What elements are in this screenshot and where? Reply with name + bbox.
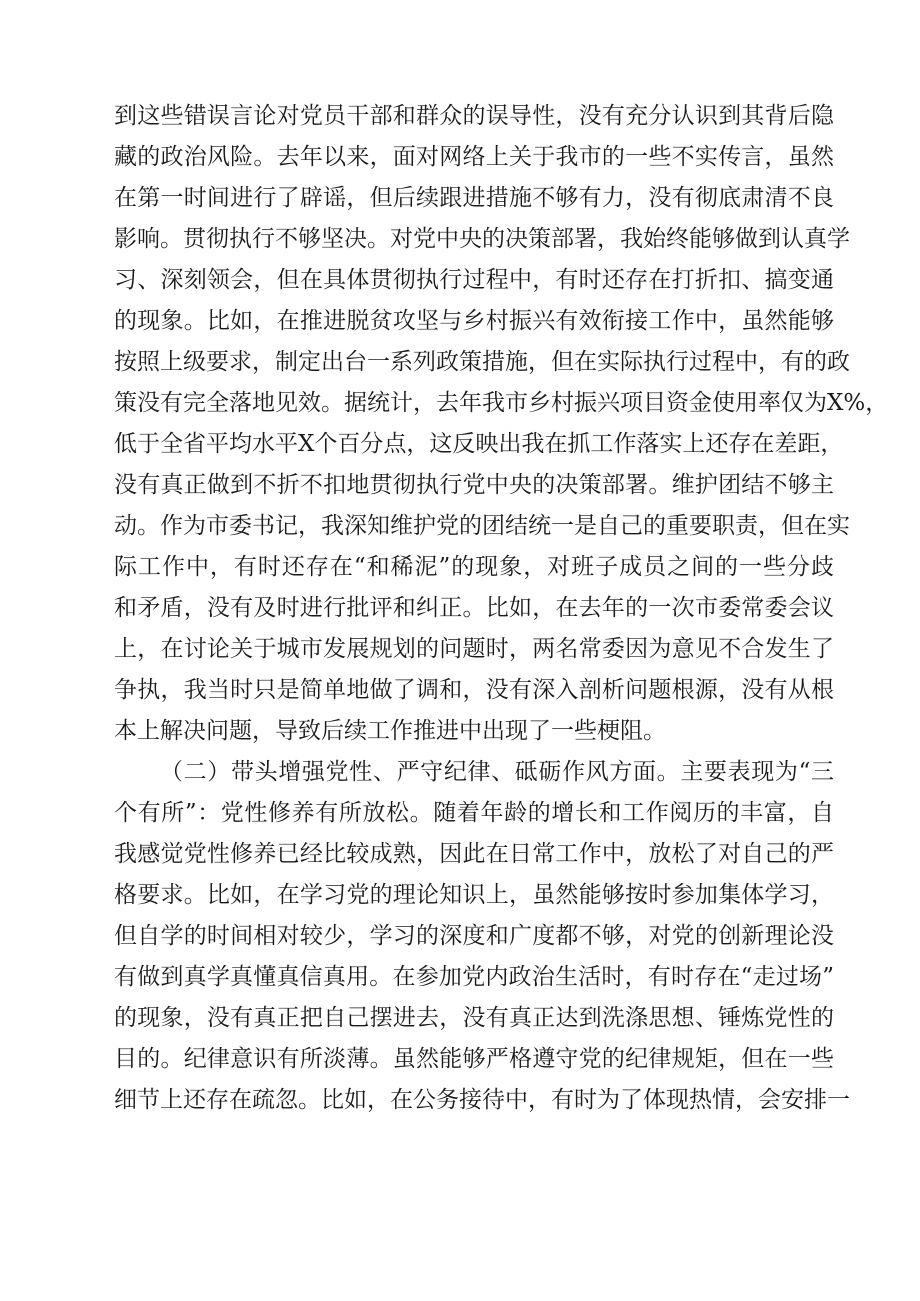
text-line: 按照上级要求，制定出台一系列政策措施，但在实际执行过程中，有的政 — [114, 349, 850, 375]
text-line: 目的。纪律意识有所淡薄。虽然能够严格遵守党的纪律规矩，但在一些 — [114, 1046, 834, 1072]
section-heading-line: （二）带头增强党性、严守纪律、砥砺作风方面。主要表现为“三 — [160, 759, 834, 785]
text-line: 际工作中，有时还存在“和稀泥”的现象，对班子成员之间的一些分歧 — [114, 554, 834, 580]
text-line: 低于全省平均水平X个百分点，这反映出我在抓工作落实上还存在差距， — [114, 431, 844, 457]
text-line: 藏的政治风险。去年以来，面对网络上关于我市的一些不实传言，虽然 — [114, 144, 834, 170]
text-line: 本上解决问题，导致后续工作推进中出现了一些梗阻。 — [114, 718, 666, 744]
text-line: 影响。贯彻执行不够坚决。对党中央的决策部署，我始终能够做到认真学 — [114, 226, 850, 252]
text-line: 动。作为市委书记，我深知维护党的团结统一是自己的重要职责，但在实 — [114, 513, 850, 539]
text-line: 格要求。比如，在学习党的理论知识上，虽然能够按时参加集体学习， — [114, 882, 834, 908]
text-line: 的现象。比如，在推进脱贫攻坚与乡村振兴有效衔接工作中，虽然能够 — [114, 308, 834, 334]
text-line: 到这些错误言论对党员干部和群众的误导性，没有充分认识到其背后隐 — [114, 103, 834, 129]
text-line: 争执，我当时只是简单地做了调和，没有深入剖析问题根源，没有从根 — [114, 677, 834, 703]
text-line: 在第一时间进行了辟谣，但后续跟进措施不够有力，没有彻底肃清不良 — [114, 185, 834, 211]
text-line: 没有真正做到不折不扣地贯彻执行党中央的决策部署。维护团结不够主 — [114, 472, 834, 498]
text-line: 上，在讨论关于城市发展规划的问题时，两名常委因为意见不合发生了 — [114, 636, 834, 662]
text-line: 和矛盾，没有及时进行批评和纠正。比如，在去年的一次市委常委会议 — [114, 595, 834, 621]
text-line: 习、深刻领会，但在具体贯彻执行过程中，有时还存在打折扣、搞变通 — [114, 267, 834, 293]
text-line: 策没有完全落地见效。据统计，去年我市乡村振兴项目资金使用率仅为X%， — [114, 390, 889, 416]
text-line: 的现象，没有真正把自己摆进去，没有真正达到洗涤思想、锤炼党性的 — [114, 1005, 834, 1031]
document-body — [114, 96, 889, 1121]
text-line: 细节上还存在疏忽。比如，在公务接待中，有时为了体现热情，会安排一 — [114, 1087, 850, 1113]
text-line: 我感觉党性修养已经比较成熟，因此在日常工作中，放松了对自己的严 — [114, 841, 834, 867]
text-line: 有做到真学真懂真信真用。在参加党内政治生活时，有时存在“走过场” — [114, 964, 834, 990]
text-line: 个有所”：党性修养有所放松。随着年龄的增长和工作阅历的丰富，自 — [114, 800, 834, 826]
text-line: 但自学的时间相对较少，学习的深度和广度都不够，对党的创新理论没 — [114, 923, 834, 949]
